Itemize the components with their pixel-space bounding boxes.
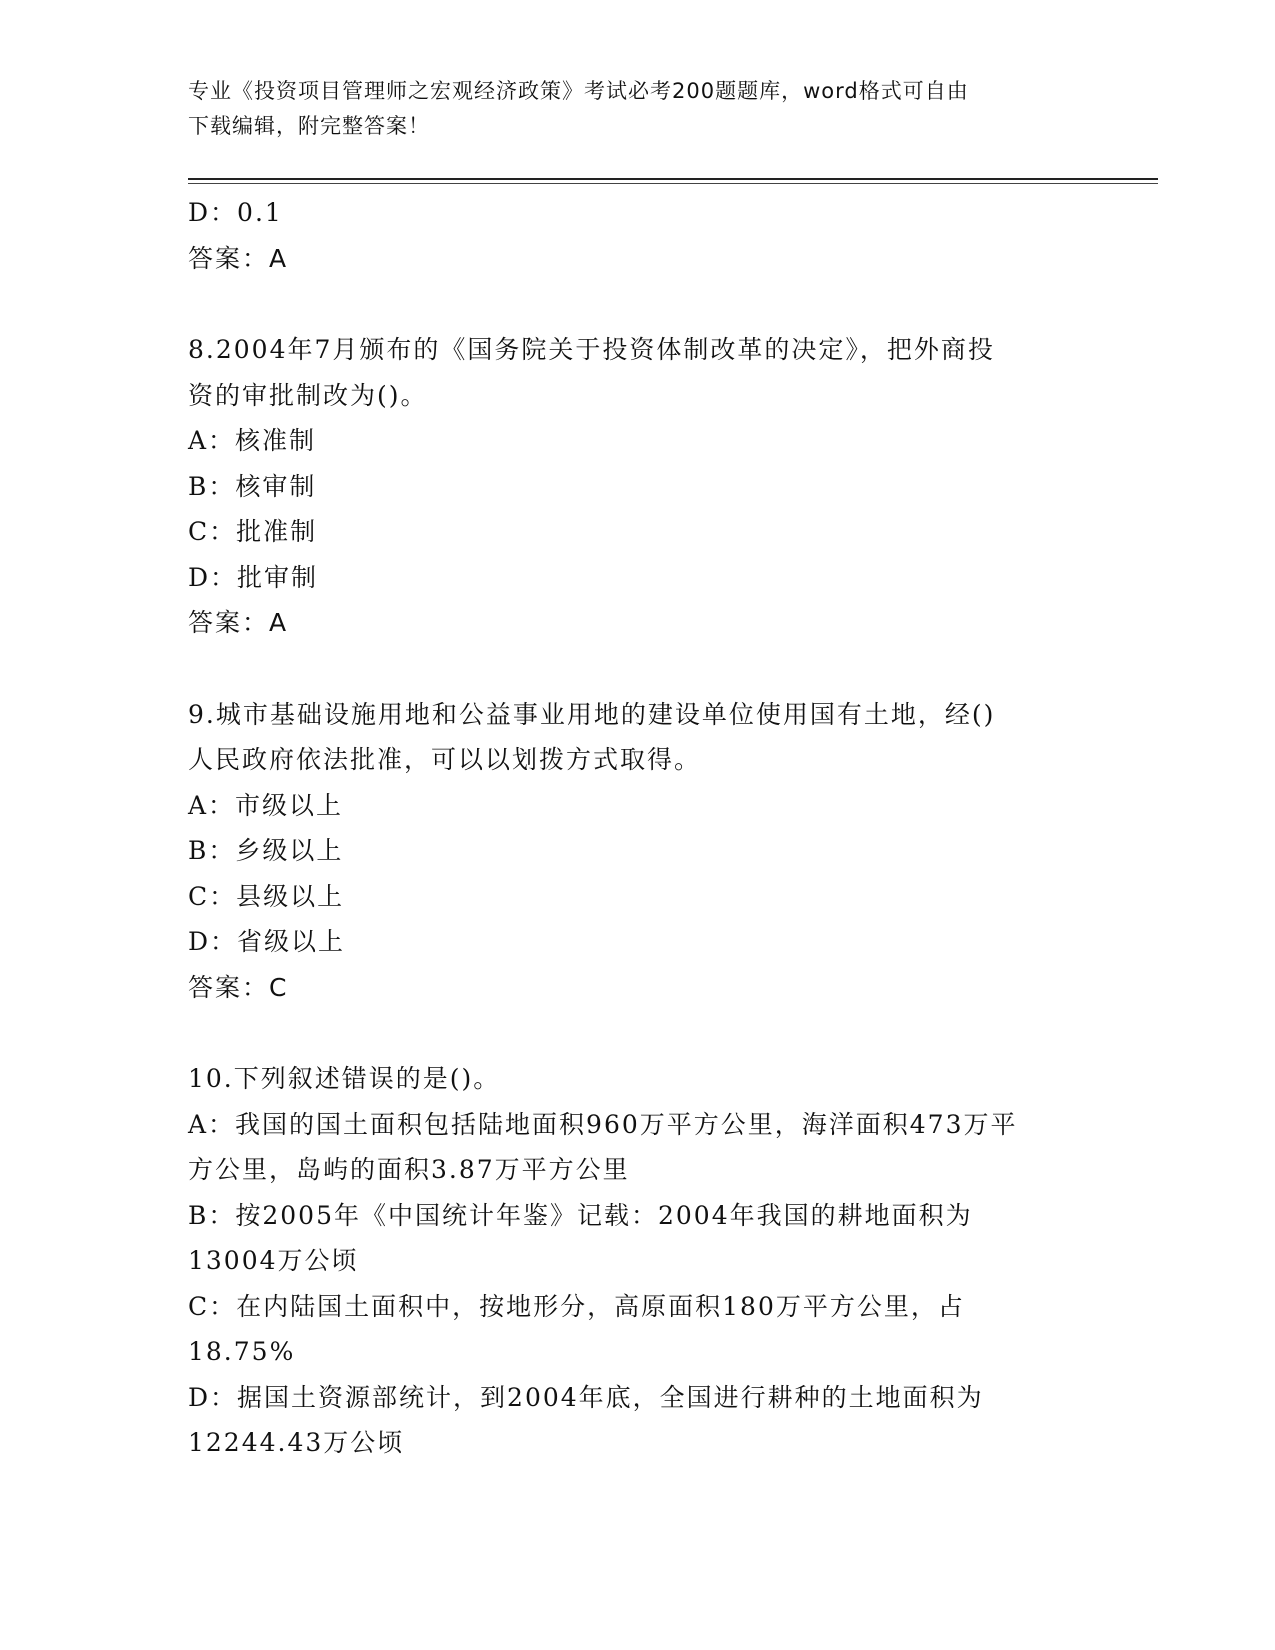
header-line-2: 下载编辑，附完整答案！ bbox=[188, 114, 430, 138]
option-d: D：据国土资源部统计，到2004年底，全国进行耕种的土地面积为 bbox=[188, 1382, 984, 1412]
question-text: 8.2004年7月颁布的《国务院关于投资体制改革的决定》，把外商投 bbox=[188, 335, 995, 364]
answer: 答案：C bbox=[188, 972, 289, 1002]
answer: 答案：A bbox=[188, 243, 289, 273]
option-d: D：省级以上 bbox=[188, 927, 346, 956]
question-text: 资的审批制改为()。 bbox=[188, 380, 428, 410]
header-line-1: 专业《投资项目管理师之宏观经济政策》考试必考200题题库，word格式可自由 bbox=[188, 79, 969, 103]
spacer bbox=[188, 646, 1088, 692]
option-d: D：0.1 bbox=[188, 198, 283, 227]
question-content bbox=[188, 190, 1088, 1466]
option-a: A：我国的国土面积包括陆地面积960万平方公里，海洋面积473万平 bbox=[188, 1109, 1018, 1139]
option-b: B：按2005年《中国统计年鉴》记载：2004年我国的耕地面积为 bbox=[188, 1200, 973, 1230]
document-header bbox=[188, 74, 1088, 144]
option-a-continued: 方公里，岛屿的面积3.87万平方公里 bbox=[188, 1155, 630, 1184]
header-divider-thick bbox=[188, 178, 1158, 180]
option-b: B：乡级以上 bbox=[188, 836, 344, 865]
question-text: 10.下列叙述错误的是()。 bbox=[188, 1064, 501, 1093]
question-9 bbox=[188, 692, 1088, 1011]
answer: 答案：A bbox=[188, 608, 289, 637]
option-b-continued: 13004万公顷 bbox=[188, 1246, 359, 1275]
previous-question-tail bbox=[188, 190, 1088, 281]
question-text: 9.城市基础设施用地和公益事业用地的建设单位使用国有土地，经() bbox=[188, 699, 996, 729]
option-c-continued: 18.75% bbox=[188, 1337, 296, 1366]
option-c: C：批准制 bbox=[188, 517, 318, 546]
option-d: D：批审制 bbox=[188, 562, 319, 592]
option-b: B：核审制 bbox=[188, 471, 317, 501]
question-8 bbox=[188, 327, 1088, 646]
option-a: A：核准制 bbox=[188, 426, 317, 455]
spacer bbox=[188, 1010, 1088, 1056]
question-10 bbox=[188, 1056, 1088, 1466]
header-divider-thin bbox=[188, 183, 1158, 184]
option-c: C：县级以上 bbox=[188, 881, 345, 911]
question-text: 人民政府依法批准，可以以划拨方式取得。 bbox=[188, 745, 702, 774]
option-d-continued: 12244.43万公顷 bbox=[188, 1428, 405, 1457]
option-c: C：在内陆国土面积中，按地形分，高原面积180万平方公里，占 bbox=[188, 1291, 965, 1321]
spacer bbox=[188, 281, 1088, 327]
option-a: A：市级以上 bbox=[188, 790, 344, 820]
